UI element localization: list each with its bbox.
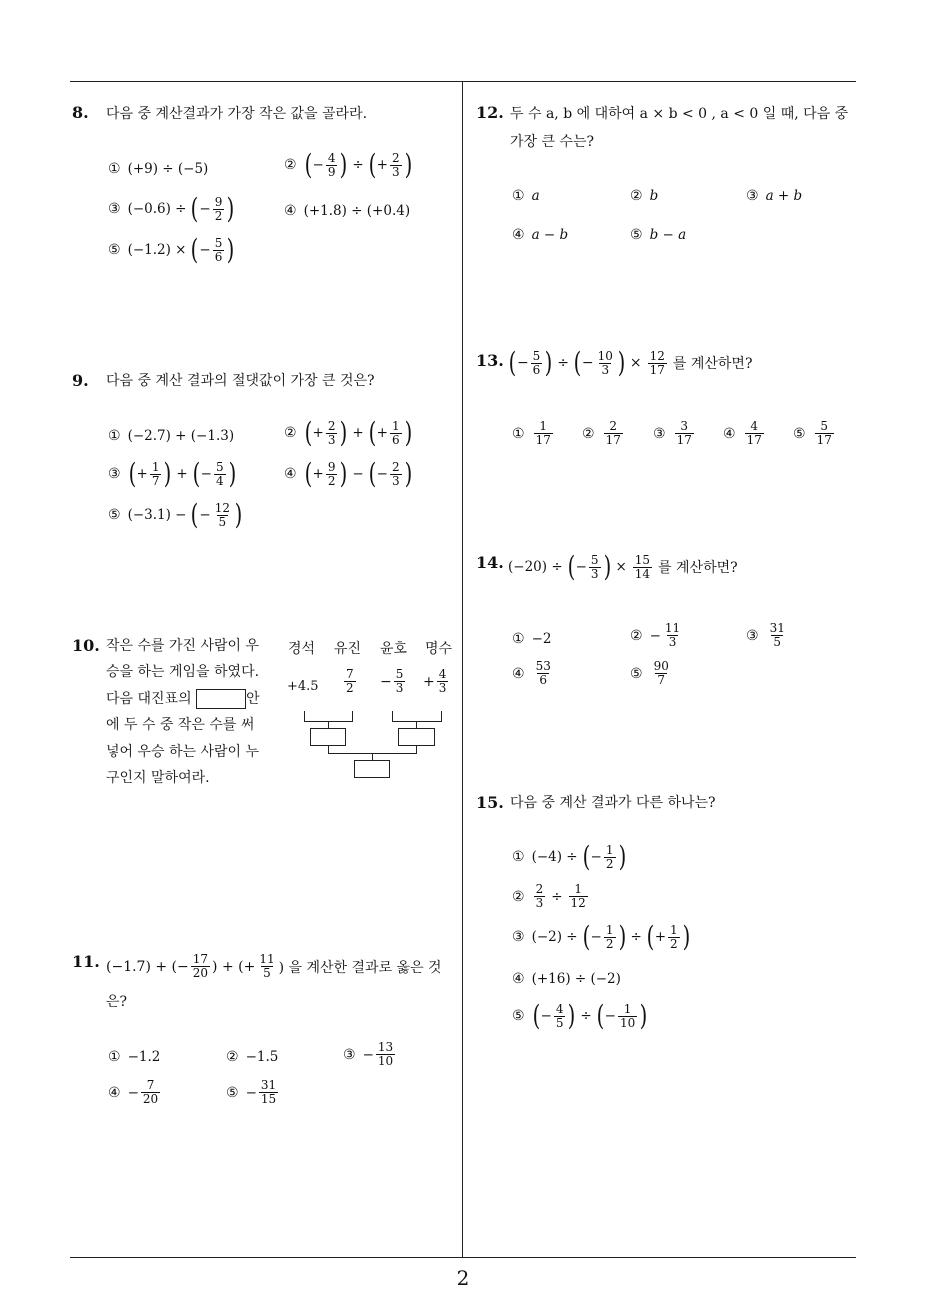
player-name: 유진	[334, 641, 362, 657]
player-name: 윤호	[380, 641, 408, 657]
fraction: $\frac{2}{3}$	[391, 150, 400, 179]
option-1[interactable]: ① −2	[512, 631, 552, 647]
question-number: 13.	[476, 351, 504, 370]
option-3[interactable]: ③ a + b	[746, 188, 803, 204]
question-text: 은?	[106, 994, 128, 1010]
option-2[interactable]: ② ( − $\frac{4}{9}$ ) ÷ ( + $\frac{2}{3}$ )	[284, 148, 412, 181]
option-2[interactable]: ② $\frac{2}{3}$ ÷ $\frac{1}{12}$	[512, 882, 586, 910]
fraction: $\frac{9}{2}$	[214, 194, 223, 223]
answer-box[interactable]	[354, 760, 390, 778]
question-number: 15.	[476, 793, 504, 812]
player-name: 경석	[288, 641, 316, 657]
question-text: 다음 중 계산 결과의 절댓값이 가장 큰 것은?	[106, 373, 375, 389]
option-1[interactable]: ① $\frac{1}{17}$	[512, 419, 551, 447]
fraction: $\frac{5}{6}$	[214, 235, 223, 264]
question-text: 다음 중 계산 결과가 다른 하나는?	[510, 795, 716, 811]
player-name: 명수	[425, 641, 453, 657]
option-marker: ④	[284, 203, 297, 219]
top-rule	[70, 81, 856, 82]
player-value: +4.5	[287, 679, 319, 694]
question-text-2: 가장 큰 수는?	[510, 134, 595, 150]
option-4[interactable]: ④ $\frac{4}{17}$	[723, 419, 762, 447]
option-5[interactable]: ⑤ $\frac{5}{17}$	[793, 419, 832, 447]
option-marker: ①	[108, 161, 121, 177]
question-number: 10.	[72, 636, 100, 655]
answer-box[interactable]	[398, 728, 435, 746]
option-3[interactable]: ③ $\frac{3}{17}$	[653, 419, 692, 447]
player-value: + $\frac{4}{3}$	[423, 667, 447, 695]
option-4[interactable]	[284, 203, 410, 219]
option-2[interactable]: ② b	[630, 188, 659, 204]
option-1[interactable]: ① a	[512, 188, 540, 204]
option-3[interactable]: ③ (−2) ÷ ( − $\frac{1}{2}$ ) ÷ ( + $\frac{1}{2}$ )	[512, 920, 690, 953]
option-5[interactable]: ⑤ − $\frac{31}{15}$	[226, 1078, 277, 1106]
option-expression: (+9) ÷ (−5)	[127, 161, 209, 177]
option-1[interactable]: ① (−2.7) + (−1.3)	[108, 428, 235, 444]
option-marker: ⑤	[108, 242, 121, 258]
question-expression: ( − $\frac{5}{6}$ ) ÷ ( − $\frac{10}{3}$ ) × $\frac{12}{17}$ 를 계산하면?	[508, 346, 753, 379]
option-4[interactable]: ④ ( + $\frac{9}{2}$ ) − ( − $\frac{2}{3}$ )	[284, 457, 412, 490]
option-marker: ③	[108, 201, 121, 217]
option-4[interactable]: ④ a − b	[512, 227, 569, 243]
option-3[interactable]: ③ (−0.6) ÷ ( − $\frac{9}{2}$ )	[108, 192, 235, 225]
option-5[interactable]: ⑤ (−1.2) × ( − $\frac{5}{6}$ )	[108, 233, 235, 266]
player-value: $\frac{7}{2}$	[346, 667, 354, 695]
option-5[interactable]: ⑤ $\frac{90}{7}$	[630, 659, 669, 687]
option-marker: ②	[284, 157, 297, 173]
question-text: 두 수 a, b 에 대하여 a × b < 0 , a < 0 일 때, 다음 중	[510, 106, 849, 122]
option-3[interactable]: ③ − $\frac{13}{10}$	[343, 1040, 394, 1068]
option-2[interactable]: ② − $\frac{11}{3}$	[630, 621, 681, 649]
option-4[interactable]: ④ − $\frac{7}{20}$	[108, 1078, 159, 1106]
question-expression: (−20) ÷ ( − $\frac{5}{3}$ ) × $\frac{15}{14}$ 를 계산하면?	[508, 550, 738, 583]
option-5[interactable]: ⑤ (−3.1) − ( − $\frac{12}{5}$ )	[108, 498, 243, 531]
fraction: $\frac{4}{9}$	[327, 150, 336, 179]
question-number: 14.	[476, 553, 504, 572]
bottom-rule	[70, 1257, 856, 1258]
question-number: 12.	[476, 103, 504, 122]
answer-box	[196, 689, 246, 709]
option-4[interactable]: ④ (+16) ÷ (−2)	[512, 971, 621, 987]
question-expression: (−1.7) + (− $\frac{17}{20}$ ) + (+ $\frac{11}{5}$ ) 을 계산한 결과로 옳은 것	[106, 952, 442, 980]
question-number: 8.	[72, 103, 89, 122]
option-expression: (+1.8) ÷ (+0.4)	[303, 203, 411, 219]
option-4[interactable]: ④ $\frac{53}{6}$	[512, 659, 551, 687]
question-text: 다음 중 계산결과가 가장 작은 값을 골라라.	[106, 106, 368, 122]
question-text: 작은 수를 가진 사람이 우 승을 하는 게임을 하였다. 다음 대진표의 안 에 두 수 중 작은 수를 써 넣어 우승 하는 사람이 누 구인지 말하여라.	[106, 638, 260, 787]
page-number: 2	[456, 1266, 470, 1290]
option-1[interactable]: ① (−4) ÷ ( − $\frac{1}{2}$ )	[512, 840, 626, 873]
option-3[interactable]: ③ $\frac{31}{5}$	[746, 621, 785, 649]
column-divider	[462, 82, 463, 1257]
option-5[interactable]: ⑤ b − a	[630, 227, 687, 243]
question-number: 9.	[72, 371, 89, 390]
player-value: − $\frac{5}{3}$	[380, 667, 404, 695]
option-2[interactable]: ② $\frac{2}{17}$	[582, 419, 621, 447]
option-1[interactable]	[108, 161, 208, 177]
option-5[interactable]: ⑤ ( − $\frac{4}{5}$ ) ÷ ( − $\frac{1}{10}$ )	[512, 999, 648, 1032]
answer-box[interactable]	[310, 728, 346, 746]
option-3[interactable]: ③ ( + $\frac{1}{7}$ ) + ( − $\frac{5}{4}$ )	[108, 457, 236, 490]
question-number: 11.	[72, 952, 100, 971]
option-2[interactable]: ② ( + $\frac{2}{3}$ ) + ( + $\frac{1}{6}$ )	[284, 416, 412, 449]
option-1[interactable]: ① −1.2	[108, 1049, 161, 1065]
option-2[interactable]: ② −1.5	[226, 1049, 279, 1065]
